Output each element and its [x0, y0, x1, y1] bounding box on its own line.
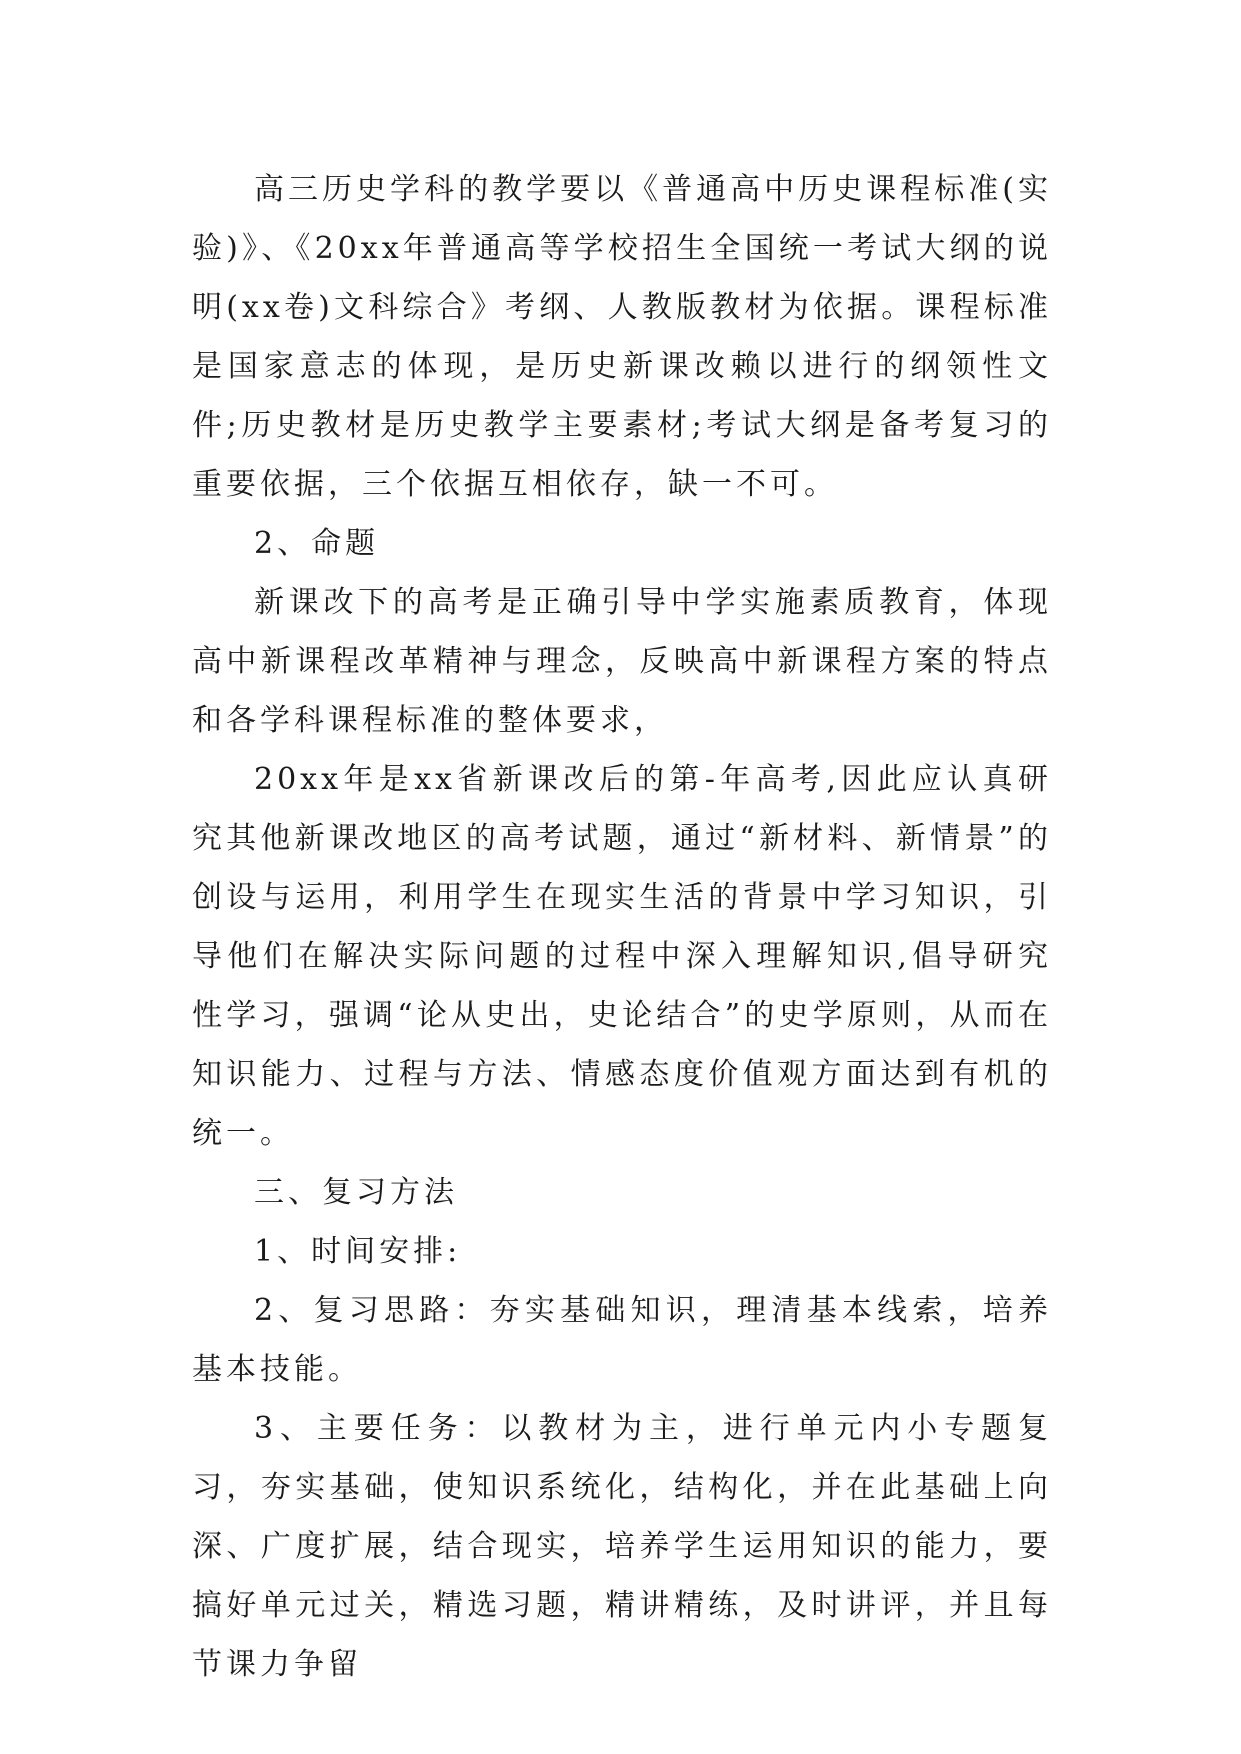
item-main-tasks: 3、主要任务：以教材为主，进行单元内小专题复习，夯实基础，使知识系统化，结构化，并在此基础上向深、广度扩展，结合现实，培养学生运用知识的能力，要搞好单元过关，精选习题，精讲精练，及时讲评，并且每节课力争留 — [192, 1411, 1052, 1682]
heading-review-methods: 三、复习方法 — [254, 1175, 458, 1210]
paragraph-new-curriculum-exam: 新课改下的高考是正确引导中学实施素质教育，体现高中新课程改革精神与理念，反映高中新课程方案的特点和各学科课程标准的整体要求， — [192, 585, 1052, 738]
item-review-approach: 2、复习思路：夯实基础知识，理清基本线索，培养基本技能。 — [192, 1293, 1052, 1387]
paragraph-exam-research: 20xx年是xx省新课改后的第-年高考,因此应认真研究其他新课改地区的高考试题，通过“新材料、新情景”的创设与运用，利用学生在现实生活的背景中学习知识，引导他们在解决实际问题的过程中深入理解知识,倡导研究性学习，强调“论从史出，史论结合”的史学原则，从而在知识能力、过程与方法、情感态度价值观方面达到有机的统一。 — [192, 762, 1052, 1151]
document-body — [192, 160, 1052, 1694]
paragraph-curriculum-basis: 高三历史学科的教学要以《普通高中历史课程标准(实验)》、《20xx年普通高等学校招生全国统一考试大纲的说明(xx卷)文科综合》考纲、人教版教材为依据。课程标准是国家意志的体现，是历史新课改赖以进行的纲领性文件;历史教材是历史教学主要素材;考试大纲是备考复习的重要依据，三个依据互相依存，缺一不可。 — [192, 172, 1052, 502]
item-time-arrangement: 1、时间安排: — [254, 1234, 462, 1269]
heading-proposition: 2、命题 — [254, 526, 380, 561]
